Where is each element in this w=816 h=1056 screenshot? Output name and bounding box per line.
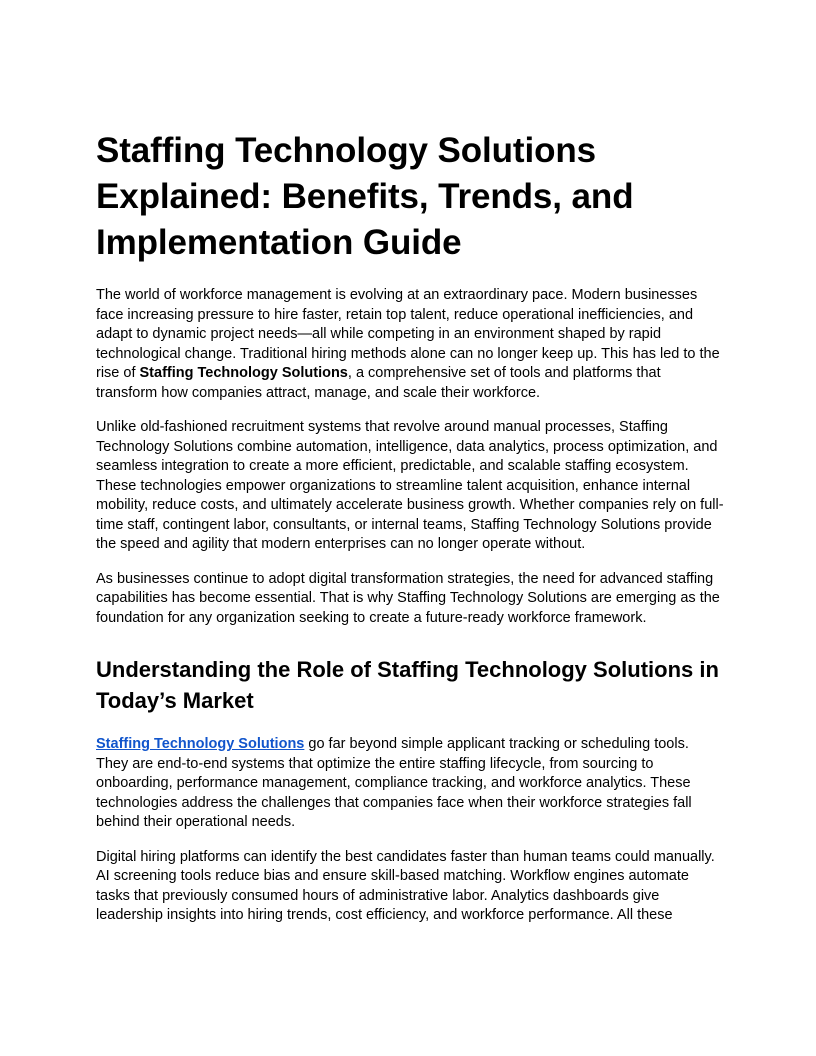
- section-p1-text-after: go far beyond simple applicant tracking or scheduling tools. They are end-to-end systems that optimize the entire staffing lifecycle, from sourcing to onboarding, performance management, compliance tracking, and workforce analytics. These technologies address the challenges that companies face when their workforce strategies fall behind their operational needs.: [96, 736, 692, 830]
- section-heading: Understanding the Role of Staffing Technology Solutions in Today’s Market: [96, 657, 719, 713]
- intro-p1-text-after: , a comprehensive set of tools and platforms that transform how companies attract, manage, and scale their workforce.: [96, 365, 661, 401]
- section-paragraph-2: Digital hiring platforms can identify the best candidates faster than human teams could manually. AI screening tools reduce bias and ensure skill-based matching. Workflow engines automate tasks that previously consumed hours of administrative labor. Analytics dashboards give leadership insights into hiring trends, cost efficiency, and workforce performance. All these: [96, 848, 715, 923]
- section-paragraph-1: [96, 735, 724, 833]
- intro-paragraph-2: Unlike old-fashioned recruitment systems that revolve around manual processes, Staffing Technology Solutions combine automation, intelligence, data analytics, process optimization, and seamless integration to create a more efficient, predictable, and scalable staffing ecosystem. These technologies empower organizations to streamline talent acquisition, enhance internal mobility, reduce costs, and ultimately accelerate business growth. Whether companies rely on full-time staff, contingent labor, consultants, or internal teams, Staffing Technology Solutions provide the speed and agility that modern enterprises can no longer operate without.: [96, 419, 724, 552]
- document-page: [96, 128, 724, 941]
- intro-paragraph-1: [96, 286, 724, 403]
- intro-paragraph-3: As businesses continue to adopt digital transformation strategies, the need for advanced staffing capabilities has become essential. That is why Staffing Technology Solutions are emerging as the foundation for any organization seeking to create a future-ready workforce framework.: [96, 570, 720, 626]
- intro-p1-text-before: The world of workforce management is evolving at an extraordinary pace. Modern businesses face increasing pressure to hire faster, retain top talent, reduce operational inefficiencies, and adapt to dynamic project needs—all while competing in an environment shaped by rapid technological change. Traditional hiring methods alone can no longer keep up. This has led to the rise of: [96, 287, 720, 381]
- page-title: Staffing Technology Solutions Explained: Benefits, Trends, and Implementation Guide: [96, 131, 634, 262]
- staffing-technology-link[interactable]: Staffing Technology Solutions: [96, 736, 305, 752]
- intro-p1-bold-term: Staffing Technology Solutions: [139, 365, 348, 381]
